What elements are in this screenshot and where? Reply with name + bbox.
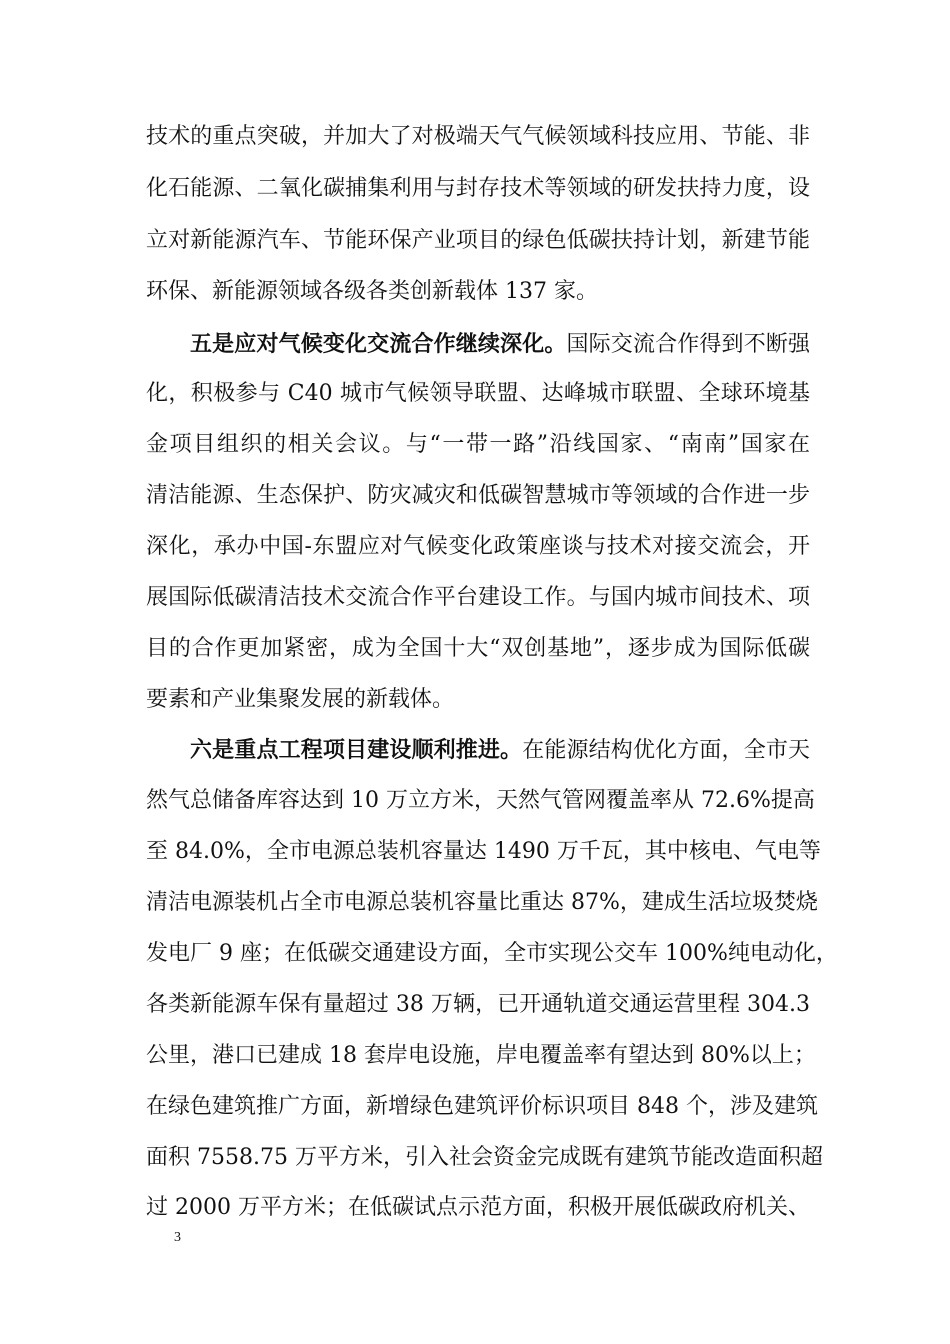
section-five-first-line — [190, 324, 810, 364]
paragraph-line: 要素和产业集聚发展的新载体。 — [146, 687, 455, 712]
paragraph-line: 发电厂 9 座；在低碳交通建设方面，全市实现公交车 100%纯电动化， — [146, 941, 838, 966]
paragraph-line: 过 2000 万平方米；在低碳试点示范方面，积极开展低碳政府机关、 — [146, 1195, 810, 1220]
paragraph-line: 金项目组织的相关会议。与“一带一路”沿线国家、“南南”国家在 — [146, 432, 810, 457]
paragraph-line: 面积 7558.75 万平方米，引入社会资金完成既有建筑节能改造面积超 — [146, 1145, 823, 1170]
paragraph-line: 立对新能源汽车、节能环保产业项目的绿色低碳扶持计划，新建节能 — [146, 228, 810, 253]
paragraph-line: 各类新能源车保有量超过 38 万辆，已开通轨道交通运营里程 304.3 — [146, 992, 810, 1017]
section-five-heading: 五是应对气候变化交流合作继续深化。 — [190, 331, 567, 357]
paragraph-line: 清洁能源、生态保护、防灾减灾和低碳智慧城市等领域的合作进一步 — [146, 483, 810, 508]
paragraph-line: 展国际低碳清洁技术交流合作平台建设工作。与国内城市间技术、项 — [146, 585, 810, 610]
paragraph-line: 化，积极参与 C40 城市气候领导联盟、达峰城市联盟、全球环境基 — [146, 381, 810, 406]
paragraph-line: 目的合作更加紧密，成为全国十大“双创基地”，逐步成为国际低碳 — [146, 636, 810, 661]
paragraph-line: 公里，港口已建成 18 套岸电设施，岸电覆盖率有望达到 80%以上； — [146, 1043, 816, 1068]
paragraph-line: 清洁电源装机占全市电源总装机容量比重达 87%，建成生活垃圾焚烧 — [146, 890, 818, 915]
paragraph-line: 然气总储备库容达到 10 万立方米，天然气管网覆盖率从 72.6%提高 — [146, 788, 815, 813]
paragraph-line: 环保、新能源领域各级各类创新载体 137 家。 — [146, 279, 598, 304]
page-number: 3 — [174, 1230, 181, 1245]
paragraph-line: 至 84.0%，全市电源总装机容量达 1490 万千瓦，其中核电、气电等 — [146, 839, 821, 864]
paragraph-line: 在绿色建筑推广方面，新增绿色建筑评价标识项目 848 个，涉及建筑 — [146, 1094, 818, 1119]
section-six-first-line-text: 在能源结构优化方面，全市天 — [522, 738, 810, 763]
section-five-first-line-text: 国际交流合作得到不断强 — [566, 332, 810, 357]
paragraph-line: 化石能源、二氧化碳捕集利用与封存技术等领域的研发扶持力度，设 — [146, 176, 810, 201]
section-six-first-line — [190, 730, 810, 770]
section-six-heading: 六是重点工程项目建设顺利推进。 — [190, 737, 523, 763]
paragraph-line: 技术的重点突破，并加大了对极端天气气候领域科技应用、节能、非 — [146, 124, 810, 149]
paragraph-line: 深化，承办中国-东盟应对气候变化政策座谈与技术对接交流会，开 — [146, 534, 810, 559]
